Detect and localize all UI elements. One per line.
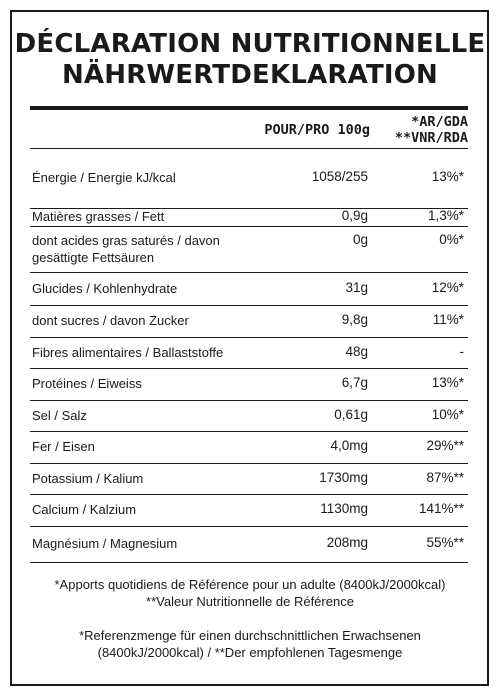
nutrient-name: Énergie / Energie kJ/kcal [32, 170, 176, 185]
nutrient-value: 31g [345, 279, 368, 295]
nutrient-reference-percent: 10%* [431, 406, 464, 422]
nutrient-value: 48g [345, 343, 368, 359]
nutrient-reference-percent: 141%** [418, 501, 464, 516]
nutrient-name: dont acides gras saturés / davon gesättigte Fettsäuren [32, 233, 220, 265]
nutrient-name: Magnésium / Magnesium [32, 536, 178, 551]
column-header-per-100g: POUR/PRO 100g [264, 122, 370, 138]
nutrient-name: Sel / Salz [32, 407, 87, 423]
nutrient-row [30, 305, 468, 337]
nutrient-reference-percent: 55%** [426, 535, 464, 550]
nutrient-value: 0g [352, 232, 368, 247]
reference-header-line2: **VNR/RDA [394, 130, 468, 146]
nutrient-reference-percent: - [459, 343, 464, 359]
nutrient-row [30, 272, 468, 305]
nutrient-name: Potassium / Kalium [32, 470, 144, 486]
nutrient-reference-percent: 11%* [432, 312, 464, 327]
footnote-fr-line2: **Valeur Nutritionnelle de Référence [146, 594, 354, 609]
nutrient-reference-percent: 12%* [431, 279, 464, 295]
footnote-french [20, 576, 480, 610]
nutrient-reference-percent: 29%** [426, 438, 464, 453]
title-divider [30, 106, 468, 110]
nutrient-row [30, 431, 468, 463]
nutrient-row [30, 494, 468, 526]
nutrient-value: 4,0mg [330, 438, 368, 453]
nutrient-value: 0,9g [341, 208, 368, 223]
nutrient-name: dont sucres / davon Zucker [32, 313, 189, 328]
nutrient-value: 9,8g [341, 312, 368, 327]
nutrient-row [30, 463, 468, 494]
nutrient-row [30, 526, 468, 562]
nutrient-row [30, 148, 468, 208]
nutrient-reference-percent: 0%* [439, 232, 464, 247]
nutrient-value: 1130mg [320, 501, 368, 516]
footnote-german [20, 627, 480, 661]
nutrient-reference-percent: 87%** [426, 469, 464, 485]
nutrient-value: 208mg [326, 535, 368, 550]
nutrient-name: Calcium / Kalzium [32, 502, 137, 517]
nutrient-row [30, 368, 468, 400]
nutrient-name: Protéines / Eiweiss [32, 376, 142, 391]
nutrient-value: 1058/255 [311, 169, 368, 184]
nutrient-reference-percent: 1,3%* [427, 208, 464, 223]
title-french: DÉCLARATION NUTRITIONNELLE [14, 29, 486, 59]
nutrient-name: Matières grasses / Fett [32, 209, 165, 224]
nutrient-value: 0,61g [334, 406, 368, 422]
nutrient-name: Glucides / Kohlenhydrate [32, 280, 178, 296]
reference-header-line1: *AR/GDA [411, 114, 468, 130]
nutrient-row [30, 337, 468, 368]
nutrient-name: Fibres alimentaires / Ballaststoffe [32, 344, 224, 360]
nutrient-row [30, 208, 468, 226]
footnote-fr-line1: *Apports quotidiens de Référence pour un adulte (8400kJ/2000kcal) [54, 577, 446, 592]
nutrient-row [30, 400, 468, 431]
nutrient-name: Fer / Eisen [32, 439, 95, 454]
nutrient-value: 1730mg [319, 469, 368, 485]
column-header-reference [395, 114, 468, 146]
table-bottom-divider [30, 562, 468, 563]
title-german: NÄHRWERTDEKLARATION [61, 60, 439, 90]
footnote-de-line1: *Referenzmenge für einen durchschnittlichen Erwachsenen [79, 628, 421, 643]
footnote-de-line2: (8400kJ/2000kcal) / **Der empfohlenen Tagesmenge [97, 645, 403, 660]
nutrient-row [30, 226, 468, 272]
nutrient-reference-percent: 13%* [431, 375, 464, 390]
nutrient-reference-percent: 13%* [431, 169, 464, 184]
nutrient-value: 6,7g [341, 375, 368, 390]
